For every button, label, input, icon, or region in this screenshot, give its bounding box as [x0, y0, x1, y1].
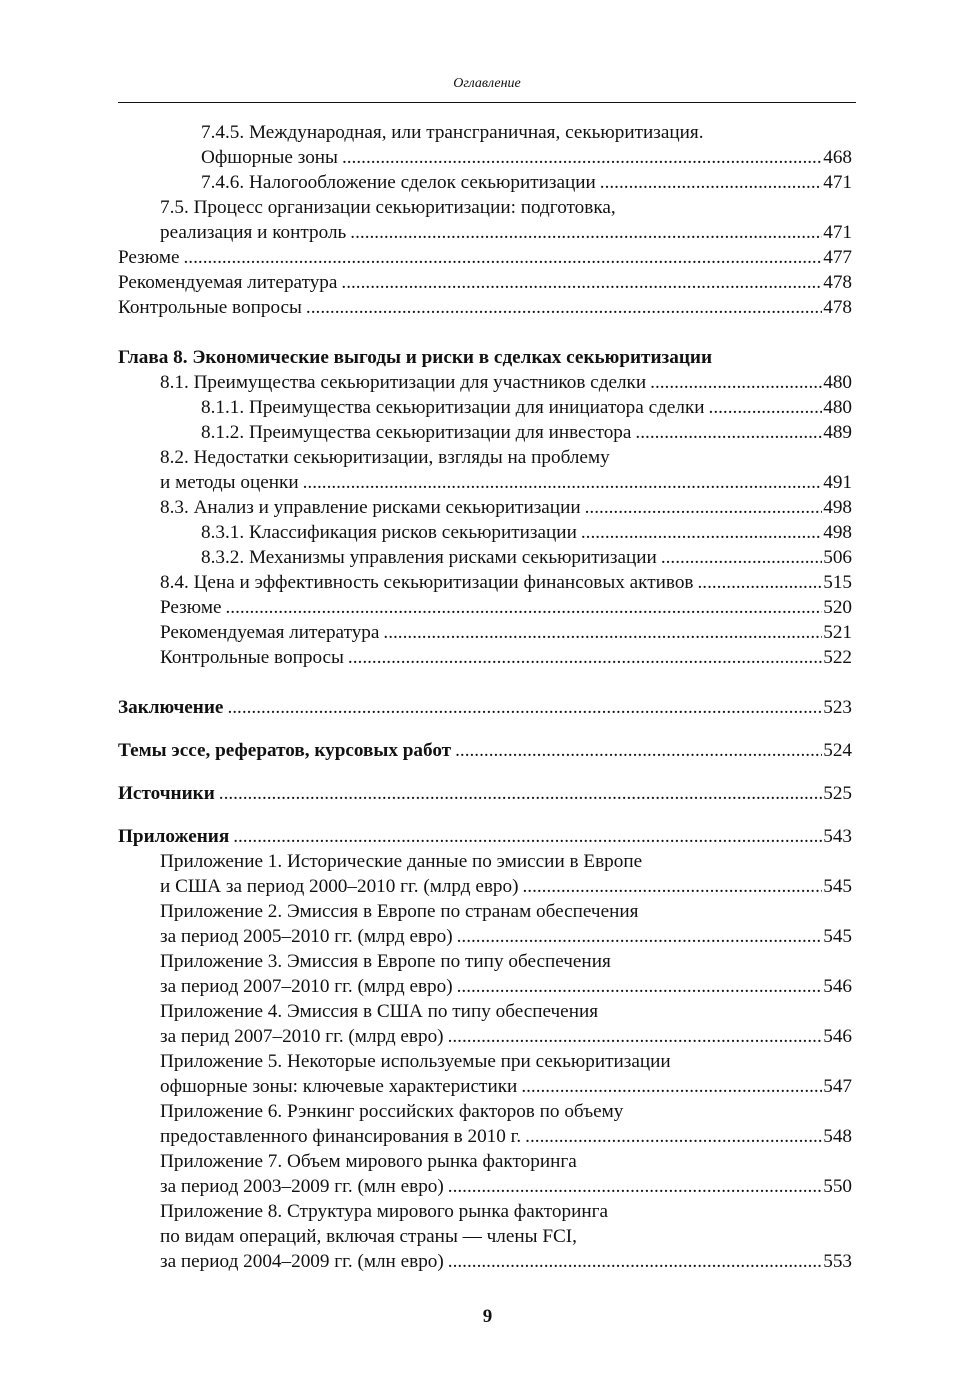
toc-entry-title: 7.4.5. Международная, или трансграничная, секьюритизация.	[201, 122, 704, 143]
toc-entry[interactable]	[118, 370, 852, 395]
leader-dots	[525, 1124, 822, 1149]
toc-entry[interactable]	[118, 949, 852, 974]
spacer	[118, 670, 852, 695]
toc-entry[interactable]	[118, 645, 852, 670]
toc-entry[interactable]	[118, 1124, 852, 1149]
toc-entry-title: 8.2. Недостатки секьюритизации, взгляды на проблему	[160, 447, 610, 468]
leader-dots	[383, 620, 822, 645]
toc-page-number: 480	[823, 397, 852, 418]
leader-dots	[455, 738, 822, 763]
toc-entry-title: Приложение 5. Некоторые используемые при секьюритизации	[160, 1051, 671, 1072]
toc-entry[interactable]	[118, 445, 852, 470]
leader-dots	[184, 245, 823, 270]
toc-entry[interactable]	[118, 874, 852, 899]
toc-entry-title: Заключение	[118, 697, 224, 718]
toc-entry[interactable]	[118, 849, 852, 874]
toc-page-number: 553	[823, 1251, 852, 1272]
toc-entry-title: Приложение 3. Эмиссия в Европе по типу обеспечения	[160, 951, 611, 972]
toc-entry[interactable]	[118, 1249, 852, 1274]
toc-page-number: 524	[823, 740, 852, 761]
leader-dots	[306, 295, 822, 320]
toc-entry-title: Темы эссе, рефератов, курсовых работ	[118, 740, 452, 761]
toc-entry[interactable]	[118, 470, 852, 495]
toc-entry-title: Контрольные вопросы	[160, 647, 344, 668]
toc-entry[interactable]	[118, 1174, 852, 1199]
leader-dots	[457, 924, 823, 949]
toc-entry-title: Источники	[118, 783, 215, 804]
toc-page-number: 522	[823, 647, 852, 668]
toc-page-number: 478	[823, 297, 852, 318]
toc-page-number: 545	[823, 876, 852, 897]
toc-page-number: 548	[823, 1126, 852, 1147]
toc-entry[interactable]	[118, 195, 852, 220]
toc-entry[interactable]	[118, 570, 852, 595]
toc-entry[interactable]	[118, 295, 852, 320]
toc-page-number: 506	[823, 547, 852, 568]
toc-entry[interactable]	[118, 420, 852, 445]
toc-entry-title: за период 2003–2009 гг. (млн евро)	[160, 1176, 444, 1197]
toc-entry[interactable]	[118, 1099, 852, 1124]
toc-page-number: 521	[823, 622, 852, 643]
leader-dots	[521, 1074, 822, 1099]
toc-page-number: 498	[823, 522, 852, 543]
toc-entry-title: 8.1.1. Преимущества секьюритизации для инициатора сделки	[201, 397, 705, 418]
leader-dots	[522, 874, 822, 899]
toc-entry-title: Приложение 4. Эмиссия в США по типу обеспечения	[160, 1001, 599, 1022]
toc-page-number: 543	[823, 826, 852, 847]
toc-entry[interactable]	[118, 220, 852, 245]
toc-page-number: 520	[823, 597, 852, 618]
leader-dots	[227, 695, 822, 720]
toc-entry-title: Рекомендуемая литература	[118, 272, 338, 293]
leader-dots	[448, 1024, 823, 1049]
leader-dots	[342, 145, 822, 170]
toc-page-number: 547	[823, 1076, 852, 1097]
toc-entry-sources[interactable]	[118, 781, 852, 806]
leader-dots	[303, 470, 823, 495]
toc-page-number: 471	[823, 222, 852, 243]
toc-entry-title: 8.3. Анализ и управление рисками секьюритизации	[160, 497, 581, 518]
toc-page-number: 489	[823, 422, 852, 443]
spacer	[118, 806, 852, 824]
toc-page-number: 498	[823, 497, 852, 518]
toc-entry-title: Приложения	[118, 826, 230, 847]
leader-dots	[233, 824, 822, 849]
toc-entry-title: по видам операций, включая страны — члены FCI,	[160, 1226, 577, 1247]
toc-entry[interactable]	[118, 170, 852, 195]
toc-entry-title: 7.5. Процесс организации секьюритизации: подготовка,	[160, 197, 616, 218]
leader-dots	[697, 570, 822, 595]
toc-page-number: 546	[823, 1026, 852, 1047]
toc-entry-title: за период 2005–2010 гг. (млрд евро)	[160, 926, 453, 947]
page-number: 9	[482, 1306, 493, 1327]
toc-page-number: 477	[823, 247, 852, 268]
toc-page-number: 471	[823, 172, 852, 193]
toc-entry-appendices[interactable]	[118, 824, 852, 849]
toc-entry-title: 7.4.6. Налогообложение сделок секьюритизации	[201, 172, 596, 193]
toc-entry[interactable]	[118, 1149, 852, 1174]
toc-entry-title: офшорные зоны: ключевые характеристики	[160, 1076, 518, 1097]
toc-entry-title: за перид 2007–2010 гг. (млрд евро)	[160, 1026, 444, 1047]
toc-entry[interactable]	[118, 974, 852, 999]
toc-entry-title: и США за период 2000–2010 гг. (млрд евро)	[160, 876, 519, 897]
leader-dots	[585, 495, 823, 520]
toc-entry[interactable]	[118, 1024, 852, 1049]
toc-entry[interactable]	[118, 1049, 852, 1074]
toc-entry[interactable]	[118, 395, 852, 420]
toc-entry[interactable]	[118, 520, 852, 545]
toc-page-number: 491	[823, 472, 852, 493]
toc-entry-essays[interactable]	[118, 738, 852, 763]
leader-dots	[226, 595, 823, 620]
leader-dots	[661, 545, 822, 570]
toc-entry[interactable]	[118, 999, 852, 1024]
toc-page-number: 550	[823, 1176, 852, 1197]
leader-dots	[348, 645, 822, 670]
toc-entry-title: предоставленного финансирования в 2010 г.	[160, 1126, 522, 1147]
toc-entry-title: Приложение 1. Исторические данные по эмиссии в Европе	[160, 851, 643, 872]
toc-entry-title: Приложение 2. Эмиссия в Европе по странам обеспечения	[160, 901, 639, 922]
toc-entry-title: 8.1.2. Преимущества секьюритизации для инвестора	[201, 422, 632, 443]
toc-entry[interactable]	[118, 545, 852, 570]
toc-page-number: 478	[823, 272, 852, 293]
toc-entry[interactable]	[118, 270, 852, 295]
toc-entry-title: 8.4. Цена и эффективность секьюритизации финансовых активов	[160, 572, 694, 593]
toc-entry[interactable]	[118, 595, 852, 620]
toc-page-number: 523	[823, 697, 852, 718]
toc-page-number: 515	[823, 572, 852, 593]
toc-entry[interactable]	[118, 1224, 852, 1249]
chapter-title: Глава 8. Экономические выгоды и риски в сделках секьюритизации	[118, 347, 712, 368]
leader-dots	[709, 395, 823, 420]
toc-page-number: 468	[823, 147, 852, 168]
leader-dots	[600, 170, 822, 195]
toc-entry-title: 8.1. Преимущества секьюритизации для участников сделки	[160, 372, 647, 393]
toc-entry-title: Резюме	[118, 247, 180, 268]
toc-entry-title: Приложение 6. Рэнкинг российских факторов по объему	[160, 1101, 624, 1122]
leader-dots	[635, 420, 822, 445]
leader-dots	[350, 220, 822, 245]
leader-dots	[448, 1174, 822, 1199]
toc-entry-title: за период 2004–2009 гг. (млн евро)	[160, 1251, 444, 1272]
toc-entry-conclusion[interactable]	[118, 695, 852, 720]
toc-entry-title: Контрольные вопросы	[118, 297, 302, 318]
leader-dots	[650, 370, 822, 395]
toc-entry-title: 8.3.1. Классификация рисков секьюритизации	[201, 522, 577, 543]
toc-entry[interactable]	[118, 1074, 852, 1099]
chapter-heading[interactable]	[118, 345, 852, 370]
header-rule	[118, 102, 856, 103]
toc-entry-title: реализация и контроль	[160, 222, 347, 243]
toc-entry-title: за период 2007–2010 гг. (млрд евро)	[160, 976, 453, 997]
toc-page-number: 480	[823, 372, 852, 393]
toc-entry[interactable]	[118, 899, 852, 924]
table-of-contents	[118, 120, 852, 1274]
leader-dots	[219, 781, 822, 806]
running-header: Оглавление	[453, 76, 521, 91]
toc-page-number: 545	[823, 926, 852, 947]
toc-entry[interactable]	[118, 924, 852, 949]
leader-dots	[581, 520, 822, 545]
toc-entry[interactable]	[118, 1199, 852, 1224]
toc-entry[interactable]	[118, 120, 852, 145]
spacer	[118, 763, 852, 781]
toc-page-number: 525	[823, 783, 852, 804]
toc-page-number: 546	[823, 976, 852, 997]
leader-dots	[341, 270, 822, 295]
toc-entry-title: Приложение 7. Объем мирового рынка факторинга	[160, 1151, 577, 1172]
toc-entry-title: Приложение 8. Структура мирового рынка факторинга	[160, 1201, 609, 1222]
toc-entry-title: Резюме	[160, 597, 222, 618]
toc-entry-title: Офшорные зоны	[201, 147, 338, 168]
toc-entry[interactable]	[118, 620, 852, 645]
leader-dots	[457, 974, 823, 999]
toc-entry[interactable]	[118, 495, 852, 520]
spacer	[118, 720, 852, 738]
toc-entry-title: и методы оценки	[160, 472, 299, 493]
toc-entry-title: 8.3.2. Механизмы управления рисками секьюритизации	[201, 547, 657, 568]
leader-dots	[448, 1249, 822, 1274]
spacer	[118, 320, 852, 345]
toc-entry[interactable]	[118, 145, 852, 170]
toc-entry[interactable]	[118, 245, 852, 270]
toc-entry-title: Рекомендуемая литература	[160, 622, 380, 643]
